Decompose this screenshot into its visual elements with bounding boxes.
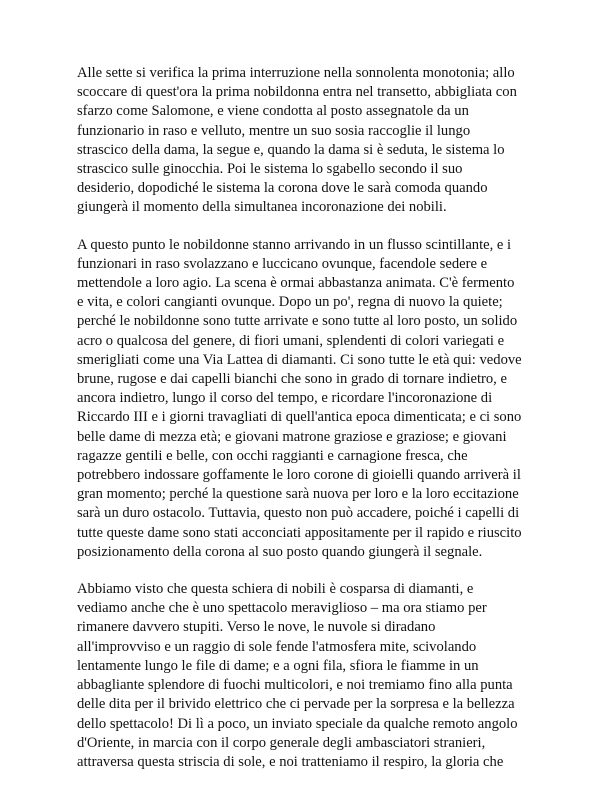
text-line: gran momento; perché la questione sarà nuova per loro e la loro eccitazione: [77, 486, 519, 503]
text-line: strascico della dama, la segue e, quando la dama si è seduta, le sistema lo: [77, 141, 505, 158]
text-line: perché le nobildonne sono tutte arrivate e sono tutte al loro posto, un solido: [77, 313, 518, 330]
text-line: all'improvviso e un raggio di sole fende l'atmosfera mite, scivolando: [77, 638, 477, 655]
text-line: potrebbero indossare goffamente le loro corone di gioielli quando arriverà il: [77, 467, 521, 484]
text-line: mettendole a loro agio. La scena è ormai abbastanza animata. C'è fermento: [77, 275, 515, 292]
text-line: funzionari in raso svolazzano e luccicano ovunque, facendole sedere e: [77, 255, 488, 272]
paragraph-3: [77, 580, 525, 772]
text-line: d'Oriente, in marcia con il corpo generale degli ambasciatori stranieri,: [77, 734, 486, 751]
text-line: A questo punto le nobildonne stanno arrivando in un flusso scintillante, e i: [77, 236, 512, 253]
text-line: funzionario in raso e velluto, mentre un suo sosia raccoglie il lungo: [77, 122, 471, 139]
text-line: desiderio, dopodiché le sistema la corona dove le sarà comoda quando: [77, 180, 488, 197]
text-line: vediamo anche che è uno spettacolo meraviglioso – ma ora stiamo per: [77, 600, 487, 617]
text-line: lentamente lungo le file di dame; e a ogni fila, sfiora le fiamme in un: [77, 657, 479, 674]
paragraph-1: [77, 64, 525, 218]
text-line: posizionamento della corona al suo posto quando giungerà il segnale.: [77, 543, 483, 560]
paragraph-2: [77, 236, 525, 562]
text-line: ancora indietro, lungo il corso del tempo, e ricordare l'incoronazione di: [77, 390, 493, 407]
text-line: attraversa questa striscia di sole, e noi tratteniamo il respiro, la gloria che: [77, 753, 504, 770]
text-line: brune, rugose e dai capelli bianchi che sono in grado di tornare indietro, e: [77, 371, 507, 388]
text-line: e vita, e colori cangianti ovunque. Dopo un po', regna di nuovo la quiete;: [77, 294, 503, 311]
text-line: acro o qualcosa del genere, di fiori umani, splendenti di colori variegati e: [77, 332, 505, 349]
text-line: scoccare di quest'ora la prima nobildonna entra nel transetto, abbigliata con: [77, 84, 517, 101]
text-line: dello spettacolo! Di lì a poco, un inviato speciale da qualche remoto angolo: [77, 715, 518, 732]
text-line: strascico sulle ginocchia. Poi le sistema lo sgabello secondo il suo: [77, 161, 463, 178]
text-line: tutte queste dame sono stati acconciati appositamente per il rapido e riuscito: [77, 524, 522, 541]
text-line: rimanere davvero stupiti. Verso le nove, le nuvole si diradano: [77, 619, 436, 636]
body-text: [77, 64, 525, 790]
text-line: smerigliati come una Via Lattea di diamanti. Ci sono tutte le età qui: vedove: [77, 351, 522, 368]
text-line: abbagliante splendore di fuochi multicolori, e noi tremiamo fino alla punta: [77, 677, 513, 694]
text-line: Abbiamo visto che questa schiera di nobili è cosparsa di diamanti, e: [77, 581, 474, 598]
text-line: delle dita per il brivido elettrico che ci pervade per la sorpresa e la bellezza: [77, 696, 515, 713]
text-line: belle dame di mezza età; e giovani matrone graziose e graziose; e giovani: [77, 428, 507, 445]
text-line: giungerà il momento della simultanea incoronazione dei nobili.: [77, 199, 447, 216]
text-line: Riccardo III e i giorni travagliati di quell'antica epoca dimenticata; e ci sono: [77, 409, 522, 426]
text-line: sfarzo come Salomone, e viene condotta al posto assegnatole da un: [77, 103, 469, 120]
text-line: Alle sette si verifica la prima interruzione nella sonnolenta monotonia; allo: [77, 65, 515, 81]
text-line: sarà un duro ostacolo. Tuttavia, questo non può accadere, poiché i capelli di: [77, 505, 520, 522]
text-line: ragazze gentili e belle, con occhi raggianti e carnagione fresca, che: [77, 447, 468, 464]
